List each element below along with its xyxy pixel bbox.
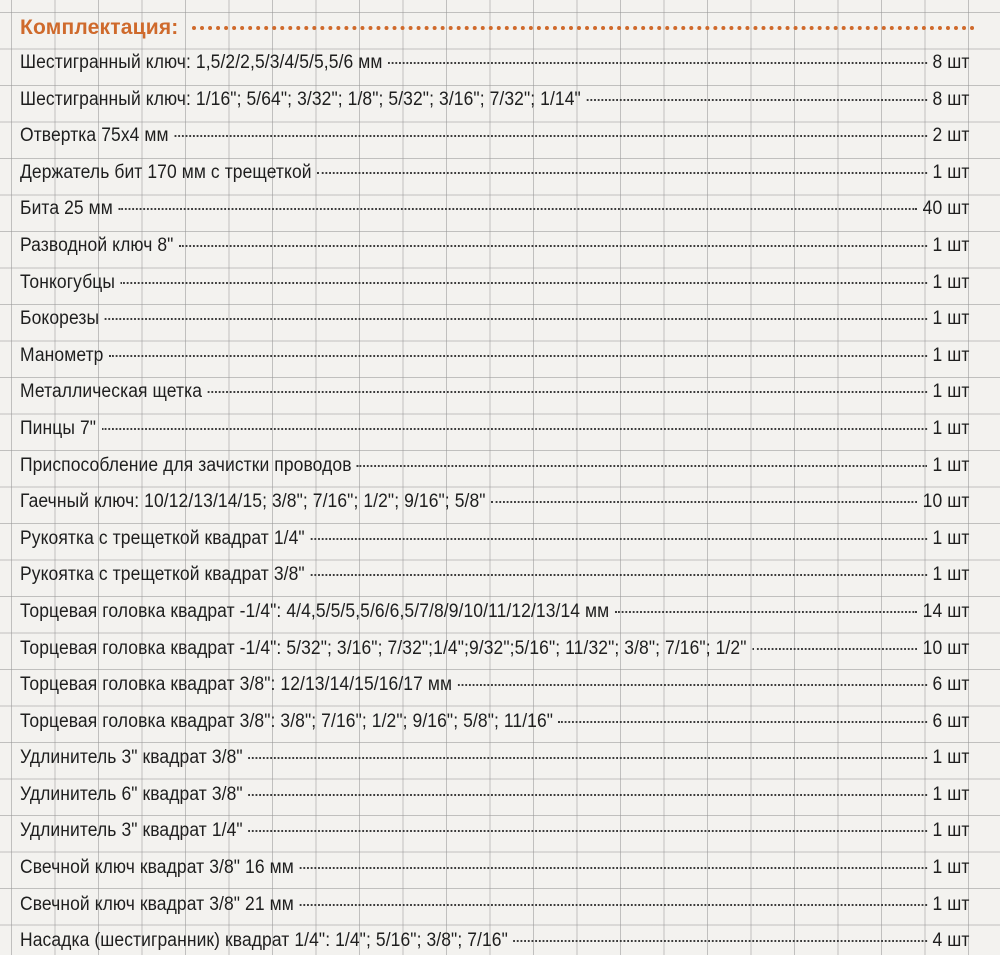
- item-name: Бита 25 мм: [20, 198, 113, 220]
- dot-leader: [248, 757, 927, 759]
- dot-leader: [248, 794, 927, 796]
- dot-leader: [752, 648, 917, 650]
- list-item: [20, 491, 969, 528]
- item-name: Манометр: [20, 344, 104, 366]
- dot-leader: [388, 62, 927, 64]
- item-quantity: 1 шт: [932, 747, 970, 769]
- list-item: [20, 308, 969, 345]
- item-name: Рукоятка с трещеткой квадрат 3/8": [20, 564, 305, 586]
- dot-leader: [121, 282, 927, 284]
- item-quantity: 10 шт: [922, 491, 970, 513]
- item-quantity: 1 шт: [932, 234, 970, 256]
- item-quantity: 8 шт: [932, 52, 970, 73]
- dot-leader: [310, 538, 927, 540]
- item-name: Свечной ключ квадрат 3/8" 21 мм: [20, 893, 294, 915]
- item-quantity: 1 шт: [932, 564, 970, 586]
- dot-leader: [102, 428, 927, 430]
- item-name: Шестигранный ключ: 1,5/2/2,5/3/4/5/5,5/6 мм: [20, 52, 383, 73]
- item-name: Металлическая щетка: [20, 381, 203, 403]
- dot-leader: [458, 684, 927, 686]
- item-quantity: 8 шт: [932, 88, 970, 110]
- item-name: Торцевая головка квадрат -1/4": 5/32"; 3/16"; 7/32";1/4";9/32";5/16"; 11/32"; 3/8"; 7/16"; 1/2": [20, 637, 747, 659]
- item-quantity: 1 шт: [932, 783, 970, 805]
- list-item: [20, 747, 969, 784]
- item-quantity: 1 шт: [932, 381, 970, 403]
- dot-leader: [105, 318, 927, 320]
- list-item: [20, 674, 969, 711]
- item-quantity: 1 шт: [932, 527, 970, 549]
- list-item: [20, 198, 969, 235]
- dot-leader: [299, 867, 927, 869]
- list-item: [20, 857, 969, 894]
- item-quantity: 10 шт: [922, 637, 970, 659]
- list-item: [20, 638, 969, 675]
- dot-leader: [174, 135, 927, 137]
- item-name: Удлинитель 3" квадрат 3/8": [20, 747, 243, 769]
- item-name: Приспособление для зачистки проводов: [20, 454, 352, 476]
- list-item: [20, 528, 969, 565]
- title-row: [20, 16, 975, 46]
- item-name: Гаечный ключ: 10/12/13/14/15; 3/8"; 7/16"; 1/2"; 9/16"; 5/8": [20, 491, 486, 513]
- item-name: Рукоятка с трещеткой квадрат 1/4": [20, 527, 305, 549]
- list-item: [20, 235, 969, 272]
- item-name: Насадка (шестигранник) квадрат 1/4": 1/4"; 5/16"; 3/8"; 7/16": [20, 930, 508, 952]
- item-name: Отвертка 75х4 мм: [20, 125, 169, 147]
- list-item: [20, 564, 969, 601]
- list-item: [20, 345, 969, 382]
- item-name: Шестигранный ключ: 1/16"; 5/64"; 3/32"; 1/8"; 5/32"; 3/16"; 7/32"; 1/14": [20, 88, 581, 110]
- item-quantity: 40 шт: [922, 198, 970, 220]
- dot-leader: [559, 721, 927, 723]
- list-item: [20, 381, 969, 418]
- dot-leader: [317, 172, 927, 174]
- section-title: Комплектация:: [20, 16, 179, 39]
- item-quantity: 1 шт: [932, 271, 970, 293]
- item-name: Бокорезы: [20, 308, 100, 330]
- dot-leader: [310, 574, 927, 576]
- item-quantity: 1 шт: [932, 820, 970, 842]
- item-name: Торцевая головка квадрат 3/8": 3/8"; 7/16"; 1/2"; 9/16"; 5/8"; 11/16": [20, 710, 554, 732]
- item-name: Торцевая головка квадрат 3/8": 12/13/14/15/16/17 мм: [20, 674, 453, 696]
- item-quantity: 2 шт: [932, 125, 970, 147]
- title-dot-leader: [192, 26, 975, 30]
- list-item: [20, 418, 969, 455]
- item-name: Тонкогубцы: [20, 271, 116, 293]
- item-quantity: 1 шт: [932, 344, 970, 366]
- item-quantity: 4 шт: [932, 930, 970, 952]
- list-item: [20, 894, 969, 931]
- item-quantity: 6 шт: [932, 674, 970, 696]
- list-item: [20, 272, 969, 309]
- dot-leader: [109, 355, 927, 357]
- dot-leader: [357, 465, 927, 467]
- item-quantity: 1 шт: [932, 417, 970, 439]
- item-quantity: 6 шт: [932, 710, 970, 732]
- list-item: [20, 820, 969, 857]
- item-name: Разводной ключ 8": [20, 234, 174, 256]
- item-quantity: 1 шт: [932, 454, 970, 476]
- dot-leader: [491, 501, 917, 503]
- list-item: [20, 52, 969, 89]
- item-name: Удлинитель 3" квадрат 1/4": [20, 820, 243, 842]
- dot-leader: [118, 208, 917, 210]
- equipment-list: [20, 52, 970, 955]
- item-quantity: 14 шт: [922, 600, 970, 622]
- item-name: Пинцы 7": [20, 417, 97, 439]
- dot-leader: [513, 940, 926, 942]
- list-item: [20, 601, 969, 638]
- item-name: Свечной ключ квадрат 3/8" 16 мм: [20, 857, 294, 879]
- dot-leader: [586, 99, 927, 101]
- item-quantity: 1 шт: [932, 161, 970, 183]
- item-name: Удлинитель 6" квадрат 3/8": [20, 783, 243, 805]
- dot-leader: [208, 391, 927, 393]
- item-quantity: 1 шт: [932, 857, 970, 879]
- dot-leader: [179, 245, 927, 247]
- item-name: Торцевая головка квадрат -1/4": 4/4,5/5/5,5/6/6,5/7/8/9/10/11/12/13/14 мм: [20, 600, 610, 622]
- dot-leader: [248, 830, 927, 832]
- list-item: [20, 125, 969, 162]
- dot-leader: [299, 904, 927, 906]
- list-item: [20, 711, 969, 748]
- list-item: [20, 784, 969, 821]
- list-item: [20, 89, 969, 126]
- list-item: [20, 455, 969, 492]
- item-quantity: 1 шт: [932, 308, 970, 330]
- item-name: Держатель бит 170 мм с трещеткой: [20, 161, 312, 183]
- list-item: [20, 162, 969, 199]
- dot-leader: [615, 611, 917, 613]
- item-quantity: 1 шт: [932, 893, 970, 915]
- list-item: [20, 930, 969, 955]
